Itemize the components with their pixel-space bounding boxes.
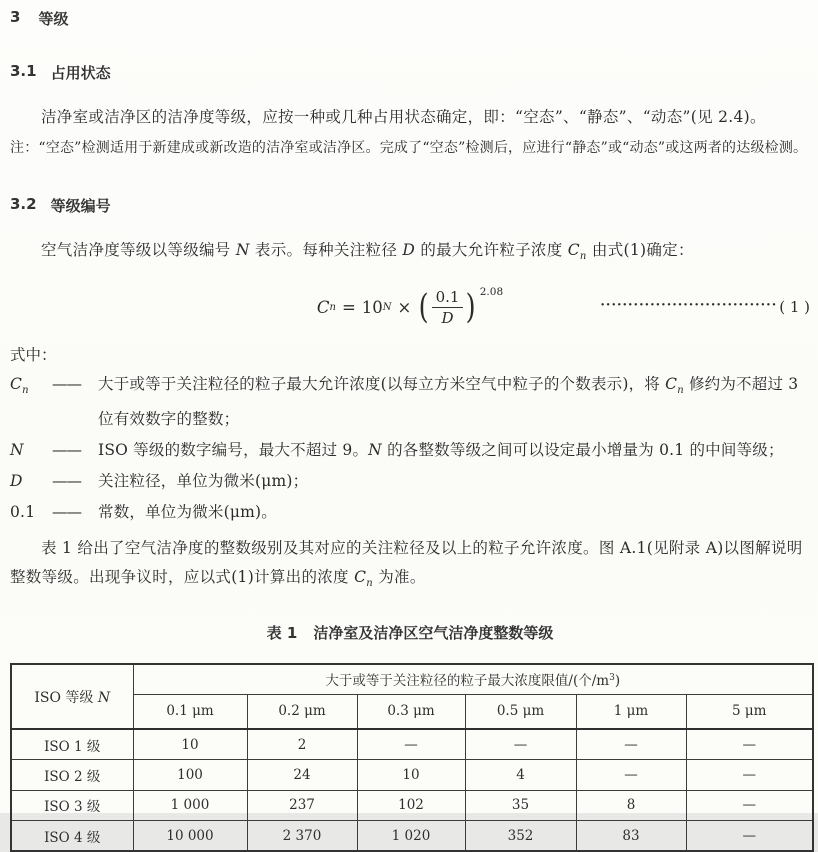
note-paragraph [10,134,810,163]
def-Cn-subscript: n [22,385,29,396]
row-label: ISO 4 级 [11,821,133,852]
equation-1 [10,281,810,333]
closing-text: 表 1 给出了空气洁净度的整数级别及其对应的关注粒径及以上的粒子允许浓度。图 A.1(见附录 A)以图解说明整数等级。出现争议时，应以式(1)计算出的浓度 [10,539,803,586]
formula-Cn-subscript: n [329,301,336,313]
table-1-title [10,622,810,643]
section-3-1-heading [10,62,810,83]
table-cell: 102 [357,790,465,821]
def-N-text: 的各整数等级之间可以设定最小增量为 0.1 的中间等级； [381,441,784,459]
dot-leader: ································ [600,297,778,313]
section-3-2-heading [10,195,810,216]
column-header: 0.2 μm [247,694,357,729]
var-Cn: C [567,241,580,259]
inline-var-N: N [368,441,382,459]
table-reference-paragraph [10,534,810,598]
group-header-text: ) [614,673,621,690]
definition-text [98,436,810,464]
equation-number: ( 1 ) [779,298,811,316]
intro-text: 表示。每种关注粒径 [249,241,403,259]
fraction-numerator: 0.1 [432,288,464,308]
table-cell: 10 000 [133,821,247,852]
definition-text [98,370,810,433]
definition-0-1 [10,498,810,526]
fraction-denominator: D [441,308,454,327]
equation-body [316,285,504,327]
section-3-title: 等级 [38,10,69,28]
closing-var-Cn-sub: n [366,578,374,589]
corner-var-N: N [97,689,111,706]
definition-dash: —— [52,441,81,459]
var-N: N [235,241,250,259]
iso-class-table [10,663,814,852]
table-corner-header [11,664,133,729]
table-group-header [133,664,813,694]
group-header-superscript: 3 [609,673,615,684]
inline-var-Cn-sub: n [677,385,684,396]
table-row-iso1 [11,729,813,760]
table-cell: — [686,760,813,791]
column-header: 0.5 μm [465,694,576,729]
formula-exponent-N: N [382,301,392,313]
group-header-text: 大于或等于关注粒径的粒子最大浓度限值/(个/m [325,673,610,690]
def-Cn-text: 大于或等于关注粒径的粒子最大允许浓度(以每立方米空气中粒子的个数表示)，将 [98,375,666,393]
definition-dash: —— [52,472,81,490]
where-label: 式中： [10,346,57,364]
table-cell: — [686,821,813,852]
row-label: ISO 2 级 [11,760,133,791]
table-row-iso2 [11,760,813,791]
table-cell: 100 [133,760,247,791]
equals-sign: = [341,297,356,317]
intro-text: 的最大允许粒子浓度 [415,241,568,259]
def-N-text: ISO 等级的数字编号，最大不超过 9。 [98,441,369,459]
table-cell: 237 [247,790,357,821]
definition-N [10,436,810,464]
definition-symbol [10,370,52,433]
var-D: D [402,241,416,259]
formula-Cn: C [316,297,330,317]
table-cell: 10 [357,760,465,791]
definition-D [10,467,810,495]
section-3-1-title: 占用状态 [50,64,111,82]
table-cell: 35 [465,790,576,821]
closing-var-Cn: C [354,568,367,586]
column-header: 1 μm [576,694,686,729]
note-text: “空态”检测适用于新建成或新改造的洁净室或洁净区。完成了“空态”检测后，应进行“静态”或“动态”或这两者的达级检测。 [38,140,808,156]
table-cell: — [357,729,465,760]
section-3-number: 3 [10,8,21,26]
table-row-iso3 [11,790,813,821]
def-01-text: 常数，单位为微米(μm)。 [98,503,277,521]
equation-number-area [503,298,810,316]
section-3-1-number: 3.1 [10,62,37,80]
multiplication-sign: × [397,297,412,317]
inline-var-Cn: C [665,375,678,393]
def-D-symbol: D [10,472,23,490]
closing-text: 为准。 [373,568,426,586]
column-header: 0.3 μm [357,694,465,729]
table-cell: 1 000 [133,790,247,821]
table-cell: — [686,790,813,821]
intro-text: 由式(1)确定： [586,241,694,259]
left-paren: ( [419,287,429,327]
definition-dash: —— [52,503,81,521]
table-cell: 24 [247,760,357,791]
formula-base-10: 10 [361,297,383,317]
table-cell: 1 020 [357,821,465,852]
table-row-iso4 [11,821,813,852]
table-cell: 8 [576,790,686,821]
def-01-symbol: 0.1 [10,503,36,521]
occupancy-state-paragraph: 洁净室或洁净区的洁净度等级，应按一种或几种占用状态确定，即：“空态”、“静态”、“动态”(见 2.4)。 [41,108,766,126]
class-number-intro [10,236,810,271]
note-label: 注： [10,140,39,156]
column-header: 0.1 μm [133,694,247,729]
table-cell: — [686,729,813,760]
table-1-label: 表 1 [266,624,298,642]
section-3-2-number: 3.2 [10,195,37,213]
table-cell: 4 [465,760,576,791]
table-cell: 2 370 [247,821,357,852]
table-cell: — [576,729,686,760]
def-D-text: 关注粒径，单位为微米(μm)； [98,472,309,490]
formula-exponent-value: 2.08 [479,285,504,298]
table-cell: — [465,729,576,760]
definition-Cn [10,370,810,433]
def-Cn-symbol: C [10,375,23,393]
right-paren: ) [466,287,477,327]
intro-text: 空气洁净度等级以等级编号 [41,241,236,259]
table-cell: 83 [576,821,686,852]
definition-dash: —— [52,375,81,393]
column-header: 5 μm [686,694,813,729]
corner-text: ISO 等级 [34,689,98,706]
table-1-caption: 洁净室及洁净区空气洁净度整数等级 [313,624,554,642]
table-cell: — [576,760,686,791]
table-cell: 352 [465,821,576,852]
section-3-2-title: 等级编号 [50,197,111,215]
row-label: ISO 1 级 [11,729,133,760]
table-cell: 10 [133,729,247,760]
def-Cn-text: 修约为不超过 3 位有效数字的整数； [98,375,799,428]
section-3-heading [10,8,810,29]
row-label: ISO 3 级 [11,790,133,821]
fraction [432,288,464,327]
var-Cn-subscript: n [579,251,587,262]
def-N-symbol: N [10,441,24,459]
table-cell: 2 [247,729,357,760]
